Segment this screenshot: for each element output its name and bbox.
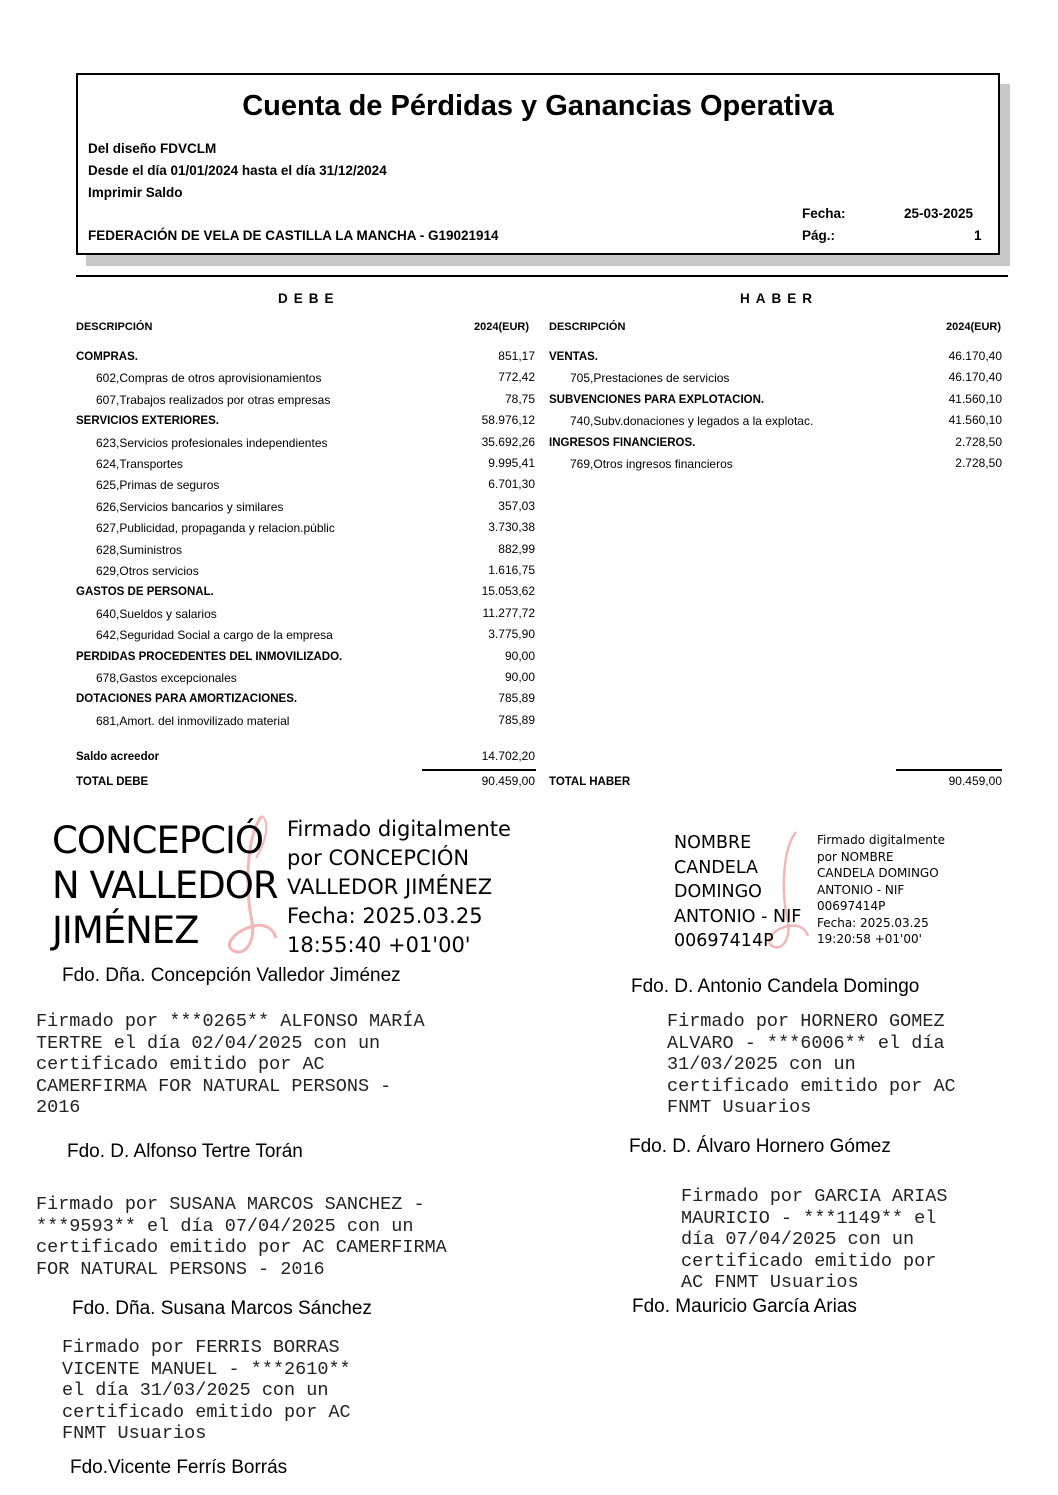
row-amount: 2.728,50 — [955, 456, 1002, 470]
sig5-text: Firmado por SUSANA MARCOS SANCHEZ - ***9593** el día 07/04/2025 con un certificado emitido por AC CAMERFIRMA FOR NATURAL PERSONS - 2016 — [36, 1194, 447, 1280]
sig1-name-line: CONCEPCIÓ — [52, 819, 264, 862]
group-row-label: PERDIDAS PROCEDENTES DEL INMOVILIZADO. — [76, 650, 343, 663]
group-row-label: SERVICIOS EXTERIORES. — [76, 415, 219, 428]
report-header — [76, 73, 1000, 255]
row-amount: 46.170,40 — [948, 349, 1002, 363]
report-title: Cuenta de Pérdidas y Ganancias Operativa — [242, 90, 834, 122]
sig2-name-line: CANDELA — [674, 857, 758, 878]
sig3-fdo: Fdo. D. Alfonso Tertre Torán — [67, 1141, 303, 1162]
date-value: 25-03-2025 — [904, 206, 974, 221]
group-row-label: DOTACIONES PARA AMORTIZACIONES. — [76, 693, 298, 706]
sig7-fdo: Fdo.Vicente Ferrís Borrás — [70, 1457, 288, 1478]
row-amount: 58.976,12 — [481, 413, 535, 428]
account-row-label: 626,Servicios bancarios y similares — [96, 499, 284, 514]
row-amount: 785,89 — [498, 712, 535, 727]
sig2-name-line: 00697414P — [674, 931, 774, 951]
row-amount: 15.053,62 — [481, 584, 535, 599]
sig6-text: Firmado por GARCIA ARIAS MAURICIO - ***1149** el día 07/04/2025 con un certificado emitido por AC FNMT Usuarios — [681, 1186, 948, 1293]
sig1-fdo: Fdo. Dña. Concepción Valledor Jiménez — [62, 965, 401, 986]
account-row-label: 705,Prestaciones de servicios — [570, 371, 730, 386]
haber-amount-header: 2024(EUR) — [946, 321, 1002, 333]
row-amount: 78,75 — [504, 391, 535, 406]
saldo-amount: 14.702,20 — [481, 749, 535, 763]
account-row-label: 602,Compras de otros aprovisionamientos — [96, 371, 322, 386]
sig6-fdo: Fdo. Mauricio García Arias — [632, 1296, 857, 1317]
sig2-info-line: CANDELA DOMINGO — [817, 866, 939, 880]
row-amount: 882,99 — [498, 541, 535, 556]
row-amount: 851,17 — [498, 349, 535, 363]
account-row-label: 769,Otros ingresos financieros — [570, 457, 733, 471]
row-amount: 6.701,30 — [488, 477, 535, 492]
group-row-label: INGRESOS FINANCIEROS. — [549, 436, 696, 449]
group-row-label: COMPRAS. — [76, 351, 138, 363]
design-line: Del diseño FDVCLM — [88, 141, 217, 156]
debe-heading: DEBE — [278, 291, 340, 306]
row-amount: 90,00 — [504, 648, 535, 663]
sig1-name-line: N VALLEDOR — [52, 864, 278, 907]
sig2-info-line: Fecha: 2025.03.25 — [817, 915, 929, 930]
row-amount: 41.560,10 — [948, 413, 1002, 428]
haber-desc-header: DESCRIPCIÓN — [549, 321, 626, 333]
sig1-name — [52, 818, 278, 953]
sig1-info — [287, 815, 511, 960]
sig7-text: Firmado por FERRIS BORRAS VICENTE MANUEL - ***2610** el día 31/03/2025 con un certificado emitido por AC FNMT Usuarios — [62, 1337, 351, 1444]
account-row-label: 642,Seguridad Social a cargo de la empresa — [96, 628, 333, 643]
date-label: Fecha: — [802, 206, 846, 221]
period-line: Desde el día 01/01/2024 hasta el día 31/12/2024 — [88, 163, 387, 178]
row-amount: 11.277,72 — [482, 605, 535, 620]
haber-sum-line — [896, 769, 1002, 771]
account-row-label: 607,Trabajos realizados por otras empresas — [96, 392, 331, 407]
group-row-label: VENTAS. — [549, 351, 598, 363]
row-amount: 1.616,75 — [488, 563, 535, 577]
page-value: 1 — [974, 228, 982, 243]
group-row-label: GASTOS DE PERSONAL. — [76, 586, 214, 599]
sig3-text: Firmado por ***0265** ALFONSO MARÍA TERTRE el día 02/04/2025 con un certificado emitido por AC CAMERFIRMA FOR NATURAL PERSONS - 2016 — [36, 1011, 425, 1118]
sig2-name-line: ANTONIO - NIF — [674, 906, 802, 927]
total-debe-label: TOTAL DEBE — [76, 776, 149, 788]
sig1-info-line: Fecha: 2025.03.25 — [287, 904, 483, 928]
account-row-label: 624,Transportes — [96, 457, 183, 471]
sig2-name — [674, 831, 801, 954]
account-row-label: 681,Amort. del inmovilizado material — [96, 713, 290, 728]
sig1-info-line: por CONCEPCIÓN — [287, 846, 470, 870]
entity-line: FEDERACIÓN DE VELA DE CASTILLA LA MANCHA - G19021914 — [88, 228, 499, 243]
sig1-info-line: Firmado digitalmente — [287, 817, 511, 841]
sig1-info-line: VALLEDOR JIMÉNEZ — [287, 875, 493, 899]
sig1-name-line: JIMÉNEZ — [52, 909, 199, 952]
debe-desc-header: DESCRIPCIÓN — [76, 321, 153, 333]
sig2-info-line: Firmado digitalmente — [817, 833, 945, 847]
sig2-name-line: NOMBRE — [674, 833, 752, 853]
debe-amount-header: 2024(EUR) — [474, 321, 530, 333]
row-amount: 9.995,41 — [488, 456, 535, 470]
sig5-fdo: Fdo. Dña. Susana Marcos Sánchez — [72, 1298, 372, 1319]
account-row-label: 640,Sueldos y salarios — [96, 606, 217, 621]
row-amount: 2.728,50 — [955, 434, 1002, 449]
section-divider — [76, 275, 1008, 277]
sig1-info-line: 18:55:40 +01'00' — [287, 933, 471, 957]
sig2-name-line: DOMINGO — [674, 882, 762, 902]
account-row-label: 628,Suministros — [96, 542, 183, 557]
haber-heading: HABER — [740, 291, 819, 306]
group-row-label: SUBVENCIONES PARA EXPLOTACION. — [549, 393, 765, 406]
account-row-label: 740,Subv.donaciones y legados a la explotac. — [570, 414, 814, 429]
total-debe-amount: 90.459,00 — [481, 774, 535, 788]
sig2-info-line: 19:20:58 +01'00' — [817, 932, 922, 946]
debe-sum-line — [422, 769, 536, 771]
sig2-info-line: 00697414P — [817, 899, 886, 913]
saldo-label: Saldo acreedor — [76, 751, 160, 763]
row-amount: 357,03 — [498, 498, 535, 513]
account-row-label: 629,Otros servicios — [96, 564, 199, 578]
sig2-fdo: Fdo. D. Antonio Candela Domingo — [631, 976, 920, 997]
account-row-label: 623,Servicios profesionales independientes — [96, 435, 328, 450]
row-amount: 41.560,10 — [948, 391, 1002, 406]
row-amount: 785,89 — [498, 691, 535, 706]
row-amount: 35.692,26 — [481, 434, 535, 449]
sig2-info-line: por NOMBRE — [817, 849, 894, 864]
print-mode-line: Imprimir Saldo — [88, 185, 183, 200]
row-amount: 90,00 — [504, 670, 535, 684]
row-amount: 3.730,38 — [488, 520, 535, 535]
row-amount: 46.170,40 — [948, 370, 1002, 385]
account-row-label: 678,Gastos excepcionales — [96, 671, 237, 685]
account-row-label: 627,Publicidad, propaganda y relacion.públic — [96, 521, 335, 536]
total-haber-label: TOTAL HABER — [549, 776, 631, 788]
sig4-fdo: Fdo. D. Álvaro Hornero Gómez — [629, 1136, 891, 1157]
row-amount: 3.775,90 — [488, 627, 535, 642]
sig2-info-line: ANTONIO - NIF — [817, 882, 905, 897]
account-row-label: 625,Primas de seguros — [96, 478, 220, 493]
sig4-text: Firmado por HORNERO GOMEZ ALVARO - ***6006** el día 31/03/2025 con un certificado emitido por AC FNMT Usuarios — [667, 1011, 956, 1118]
sig2-info — [817, 832, 945, 948]
total-haber-amount: 90.459,00 — [948, 774, 1002, 788]
row-amount: 772,42 — [498, 370, 535, 385]
page-label: Pág.: — [802, 228, 836, 243]
